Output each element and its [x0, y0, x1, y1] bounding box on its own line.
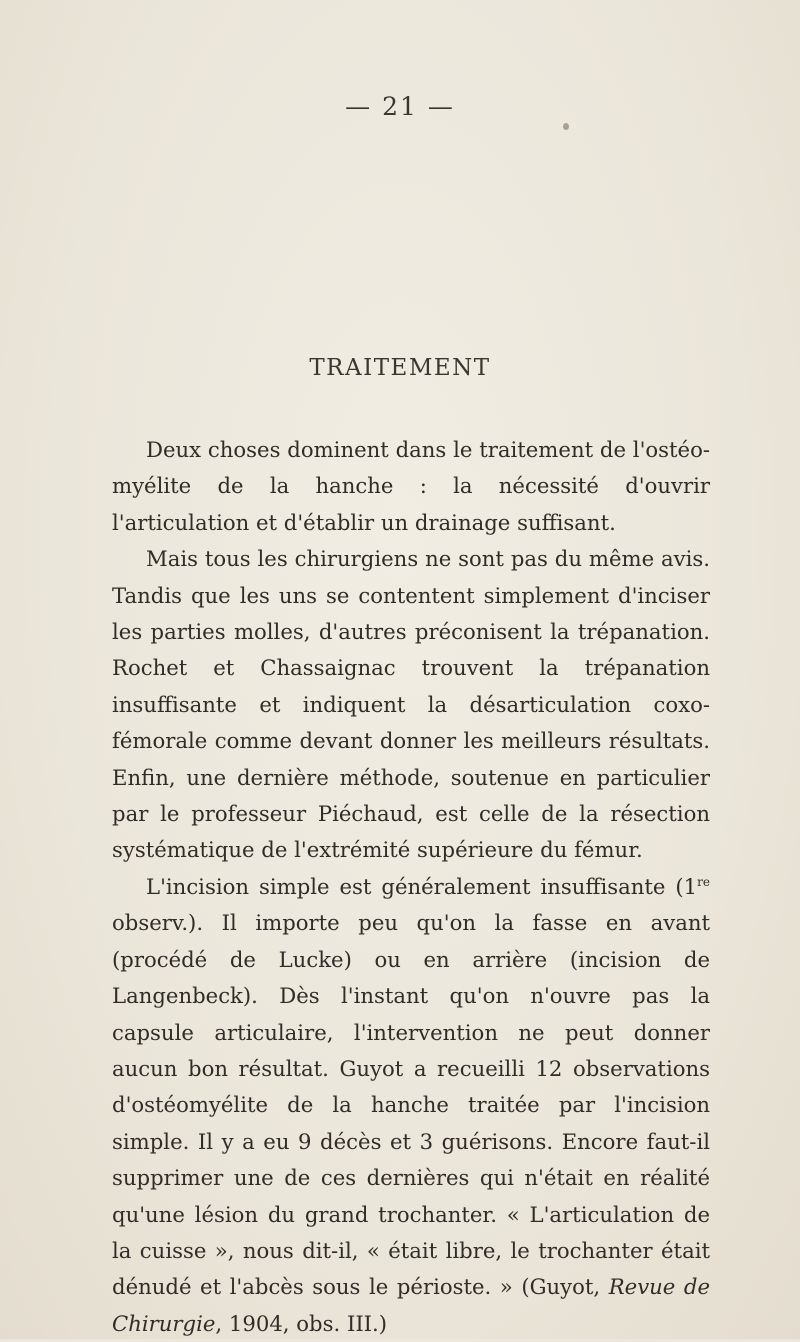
- journal-title: Revue de Chirurgie: [112, 1274, 711, 1336]
- paragraph-3-text-a: L'incision simple est généralement insuffisante (1: [146, 873, 698, 899]
- body-text: [112, 432, 710, 1342]
- page-number: — 21 —: [345, 92, 455, 121]
- ordinal-superscript: re: [697, 874, 710, 889]
- section-title: TRAITEMENT: [309, 355, 491, 381]
- paragraph-3: [112, 869, 710, 1342]
- paragraph-2: Mais tous les chirurgiens ne sont pas du même avis. Tandis que les uns se contentent simplement d'inciser les parties molles, d'autres préconisent la trépanation. Rochet et Chassaignac trouvent la trépanation insuffisante et indiquent la désarticulation coxo-fémorale comme devant donner les meilleurs résultats. Enfin, une dernière méthode, soutenue en particulier par le professeur Piéchaud, est celle de la résection systématique de l'extrémité supérieure du fémur.: [112, 546, 710, 863]
- paragraph-1: Deux choses dominent dans le traitement de l'ostéo-myélite de la hanche : la nécessité d'ouvrir l'articulation et d'établir un drainage suffisant.: [112, 437, 710, 535]
- paragraph-3-text-b: observ.). Il importe peu qu'on la fasse en avant (procédé de Lucke) ou en arrière (incision de Langenbeck). Dès l'instant qu'on n'ouvre pas la capsule articulaire, l'intervention ne peut donner aucun bon résultat. Guyot a recueilli 12 observations d'ostéomyélite de la hanche traitée par l'incision simple. Il y a eu 9 décès et 3 guérisons. Encore faut-il supprimer une de ces dernières qui n'était en réalité qu'une lésion du grand trochanter. « L'articulation de la cuisse », nous dit-il, « était libre, le trochanter était dénudé et l'abcès sous le périoste. » (Guyot,: [112, 910, 710, 1300]
- paragraph-3-text-c: , 1904, obs. III.): [215, 1310, 388, 1336]
- ink-speck: [563, 123, 569, 130]
